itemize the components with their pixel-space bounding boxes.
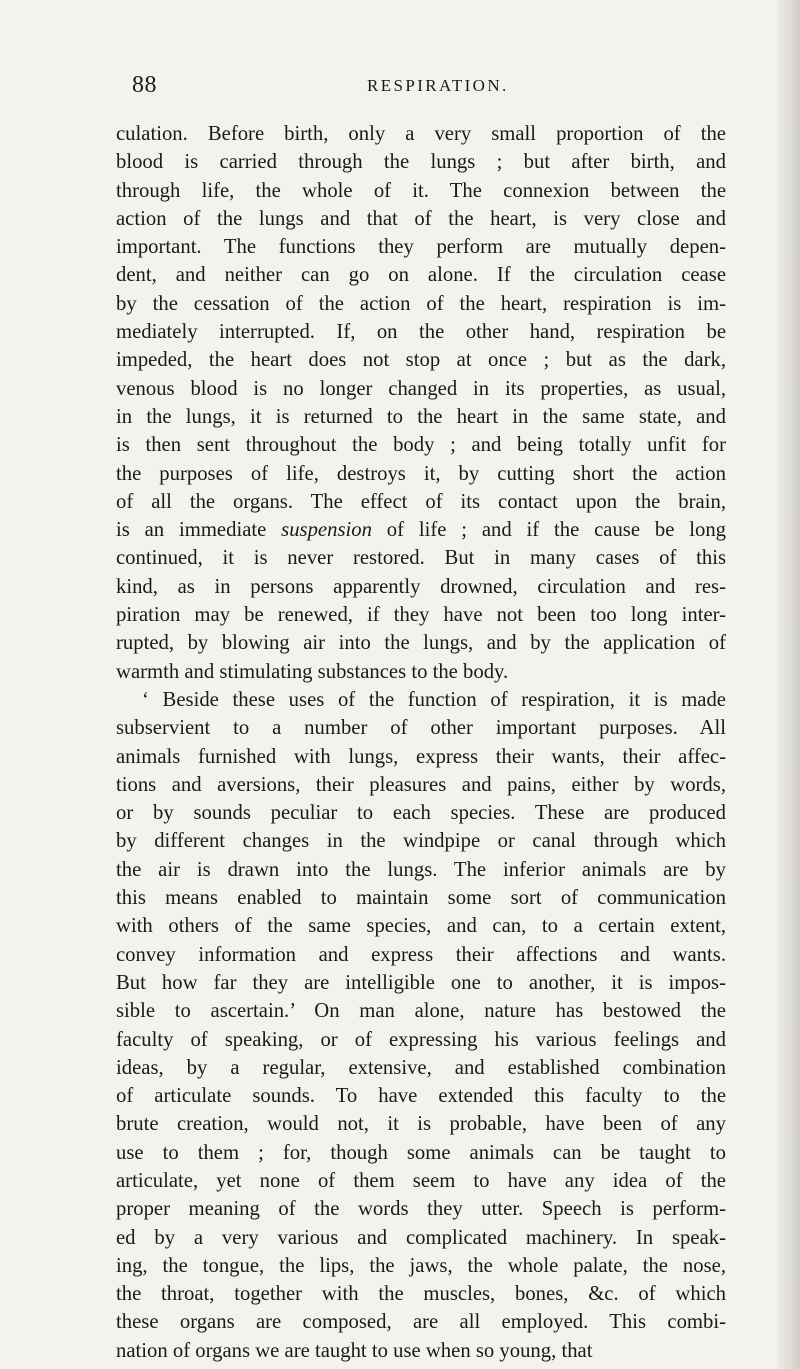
text-line: impeded, the heart does not stop at once ; but as the dark, (116, 349, 726, 372)
text-line: use to them ; for, though some animals can be taught to (116, 1141, 726, 1164)
text-line: subservient to a number of other important purposes. All (116, 717, 726, 740)
text-segment: of life ; and if the cause be long (371, 519, 726, 542)
page-header (132, 72, 722, 106)
text-line: dent, and neither can go on alone. If the circulation cease (116, 264, 726, 287)
text-line: the purposes of life, destroys it, by cutting short the action (116, 462, 726, 485)
body-text (116, 120, 726, 1365)
text-line: is then sent throughout the body ; and being totally unfit for (116, 434, 726, 457)
text-line: with others of the same species, and can, to a certain extent, (116, 915, 726, 938)
text-line: warmth and stimulating substances to the body. (116, 660, 509, 683)
text-line: of all the organs. The effect of its contact upon the brain, (116, 490, 726, 513)
text-line: ‘ Beside these uses of the function of respiration, it is made (142, 688, 726, 711)
text-line: the throat, together with the muscles, bones, &c. of which (116, 1283, 726, 1306)
text-line: by the cessation of the action of the heart, respiration is im- (116, 292, 726, 315)
text-line: proper meaning of the words they utter. Speech is perform- (116, 1198, 726, 1221)
text-line: piration may be renewed, if they have not been too long inter- (116, 604, 726, 627)
text-line: or by sounds peculiar to each species. These are produced (116, 802, 726, 825)
text-line: ed by a very various and complicated machinery. In speak- (116, 1226, 726, 1249)
text-line: faculty of speaking, or of expressing his various feelings and (116, 1028, 726, 1051)
text-line: culation. Before birth, only a very small proportion of the (116, 123, 726, 145)
running-head: RESPIRATION. (367, 76, 509, 95)
text-line: ideas, by a regular, extensive, and established combination (116, 1056, 726, 1079)
text-line: these organs are composed, are all employed. This combi- (116, 1311, 726, 1334)
text-line: venous blood is no longer changed in its properties, as usual, (116, 377, 726, 400)
text-line: the air is drawn into the lungs. The inferior animals are by (116, 858, 726, 881)
text-line: sible to ascertain.’ On man alone, nature has bestowed the (116, 1000, 726, 1023)
text-line: this means enabled to maintain some sort of communication (116, 887, 726, 910)
text-line: tions and aversions, their pleasures and pains, either by words, (116, 773, 726, 796)
text-line: convey information and express their affections and wants. (116, 943, 726, 966)
text-line: continued, it is never restored. But in many cases of this (116, 547, 726, 570)
text-line: But how far they are intelligible one to another, it is impos- (116, 971, 726, 994)
text-line: brute creation, would not, it is probable, have been of any (116, 1113, 726, 1136)
text-line (116, 516, 726, 544)
text-line: rupted, by blowing air into the lungs, and by the application of (116, 632, 726, 655)
page-edge-shadow (778, 0, 800, 1369)
text-line: articulate, yet none of them seem to have any idea of the (116, 1169, 726, 1192)
text-line: through life, the whole of it. The connexion between the (116, 179, 726, 202)
italic-term: suspension (281, 519, 372, 542)
text-line: by different changes in the windpipe or canal through which (116, 830, 726, 853)
text-line: ing, the tongue, the lips, the jaws, the whole palate, the nose, (116, 1254, 726, 1277)
text-line: of articulate sounds. To have extended this faculty to the (116, 1085, 726, 1108)
text-line: blood is carried through the lungs ; but after birth, and (116, 151, 726, 174)
text-line: nation of organs we are taught to use when so young, that (116, 1339, 593, 1362)
text-line: kind, as in persons apparently drowned, circulation and res- (116, 575, 726, 598)
text-line: action of the lungs and that of the heart, is very close and (116, 207, 726, 230)
text-line: important. The functions they perform are mutually depen- (116, 236, 726, 259)
text-line: animals furnished with lungs, express their wants, their affec- (116, 745, 726, 768)
page-number: 88 (132, 72, 157, 98)
text-line: mediately interrupted. If, on the other hand, respiration be (116, 321, 726, 344)
text-line: in the lungs, it is returned to the heart in the same state, and (116, 405, 726, 428)
text-segment: is an immediate (116, 519, 282, 542)
